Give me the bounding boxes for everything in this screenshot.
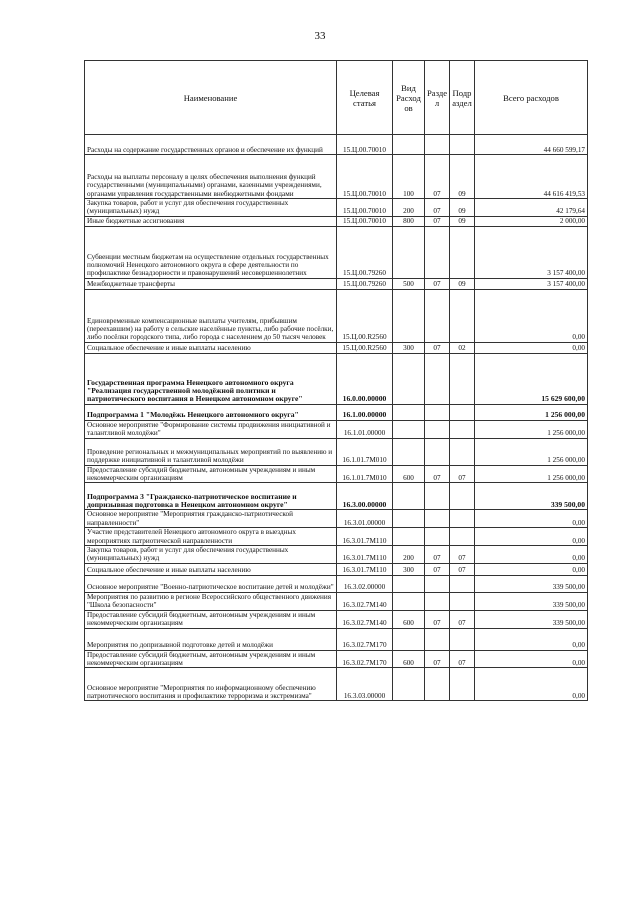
row-name: Закупка товаров, работ и услуг для обеспечения государственных (муниципальных) нужд — [85, 546, 337, 564]
row-total: 0,00 — [475, 650, 588, 668]
row-name: Расходы на содержание государственных органов и обеспечение их функций — [85, 135, 337, 155]
row-expense-type — [393, 483, 425, 510]
table-row — [85, 216, 588, 226]
row-section — [425, 353, 450, 404]
row-target-article: 15.Ц.00.70010 — [337, 199, 393, 217]
row-section — [425, 575, 450, 592]
row-subsection — [450, 483, 475, 510]
table-row — [85, 199, 588, 217]
row-subsection: 09 — [450, 155, 475, 199]
table-row — [85, 438, 588, 465]
row-section — [425, 592, 450, 610]
row-total: 1 256 000,00 — [475, 465, 588, 483]
row-target-article: 15.Ц.00.79260 — [337, 226, 393, 278]
table-row — [85, 226, 588, 278]
table-row — [85, 610, 588, 628]
row-target-article: 16.3.02.7М140 — [337, 610, 393, 628]
row-subsection: 07 — [450, 546, 475, 564]
row-target-article: 16.3.01.7М110 — [337, 563, 393, 575]
row-total: 0,00 — [475, 546, 588, 564]
row-expense-type: 300 — [393, 342, 425, 353]
page-number: 33 — [314, 30, 326, 42]
table-row — [85, 342, 588, 353]
row-target-article: 16.0.00.00000 — [337, 353, 393, 404]
row-target-article: 16.3.02.7М170 — [337, 628, 393, 650]
table-row — [85, 420, 588, 438]
row-expense-type: 600 — [393, 465, 425, 483]
row-total: 0,00 — [475, 668, 588, 701]
row-target-article: 15.Ц.00.70010 — [337, 155, 393, 199]
row-target-article: 16.3.01.00000 — [337, 510, 393, 528]
row-total: 0,00 — [475, 342, 588, 353]
row-section — [425, 404, 450, 420]
row-total: 0,00 — [475, 289, 588, 342]
row-target-article: 16.3.00.00000 — [337, 483, 393, 510]
row-expense-type: 600 — [393, 610, 425, 628]
row-section: 07 — [425, 546, 450, 564]
row-expense-type — [393, 628, 425, 650]
row-total: 2 000,00 — [475, 216, 588, 226]
row-name: Социальное обеспечение и иные выплаты населению — [85, 342, 337, 353]
row-total: 44 616 419,53 — [475, 155, 588, 199]
row-name: Основное мероприятие "Формирование системы продвижения инициативной и талантливой молодёжи" — [85, 420, 337, 438]
row-total: 0,00 — [475, 563, 588, 575]
row-total: 0,00 — [475, 528, 588, 546]
row-total: 339 500,00 — [475, 483, 588, 510]
row-expense-type: 200 — [393, 199, 425, 217]
row-section — [425, 135, 450, 155]
row-expense-type — [393, 528, 425, 546]
row-target-article: 15.Ц.00.70010 — [337, 216, 393, 226]
table-row — [85, 528, 588, 546]
row-subsection — [450, 668, 475, 701]
row-section — [425, 420, 450, 438]
row-target-article: 16.3.01.7М110 — [337, 546, 393, 564]
table-row — [85, 510, 588, 528]
row-section — [425, 226, 450, 278]
row-target-article: 16.1.00.00000 — [337, 404, 393, 420]
row-name: Предоставление субсидий бюджетным, автономным учреждениям и иным некоммерческим организациям — [85, 610, 337, 628]
row-expense-type — [393, 510, 425, 528]
row-name: Основное мероприятие "Мероприятия по информационному обеспечению патриотического воспитания и профилактике терроризма и экстремизма" — [85, 668, 337, 701]
row-expense-type: 200 — [393, 546, 425, 564]
row-target-article: 16.3.02.7М140 — [337, 592, 393, 610]
row-subsection: 07 — [450, 610, 475, 628]
row-total: 339 500,00 — [475, 592, 588, 610]
row-target-article: 16.3.02.00000 — [337, 575, 393, 592]
row-section — [425, 289, 450, 342]
row-total: 339 500,00 — [475, 575, 588, 592]
row-expense-type — [393, 226, 425, 278]
row-subsection — [450, 510, 475, 528]
row-name: Участие представителей Ненецкого автономного округа в выездных мероприятиях патриотической направленности — [85, 528, 337, 546]
table-row — [85, 668, 588, 701]
table-row — [85, 483, 588, 510]
row-total: 44 660 599,17 — [475, 135, 588, 155]
row-section: 07 — [425, 610, 450, 628]
row-subsection — [450, 135, 475, 155]
row-expense-type — [393, 668, 425, 701]
row-name: Подпрограмма 1 "Молодёжь Ненецкого автономного округа" — [85, 404, 337, 420]
table-row — [85, 592, 588, 610]
row-name: Социальное обеспечение и иные выплаты населению — [85, 563, 337, 575]
row-section: 07 — [425, 216, 450, 226]
row-target-article: 16.1.01.7М010 — [337, 438, 393, 465]
table-row — [85, 289, 588, 342]
row-subsection: 09 — [450, 278, 475, 289]
row-subsection: 09 — [450, 216, 475, 226]
row-expense-type: 800 — [393, 216, 425, 226]
table-row — [85, 278, 588, 289]
row-target-article: 16.3.01.7М110 — [337, 528, 393, 546]
row-total: 0,00 — [475, 510, 588, 528]
row-name: Закупка товаров, работ и услуг для обеспечения государственных (муниципальных) нужд — [85, 199, 337, 217]
row-total: 42 179,64 — [475, 199, 588, 217]
row-expense-type: 600 — [393, 650, 425, 668]
row-target-article: 16.3.03.00000 — [337, 668, 393, 701]
row-section: 07 — [425, 278, 450, 289]
row-section — [425, 510, 450, 528]
row-subsection: 02 — [450, 342, 475, 353]
row-section: 07 — [425, 342, 450, 353]
row-section: 07 — [425, 199, 450, 217]
row-name: Государственная программа Ненецкого автономного округа "Реализация государственной молодёжной политики и патриотического воспитания в Ненецком автономном округе" — [85, 353, 337, 404]
row-total: 3 157 400,00 — [475, 278, 588, 289]
row-section: 07 — [425, 563, 450, 575]
header-total: Всего расходов — [475, 61, 588, 135]
table-header-row — [85, 61, 588, 135]
row-name: Единовременные компенсационные выплаты учителям, прибывшим (переехавшим) на работу в сельские населённые пункты, либо рабочие посёлки, либо посёлки городского типа, либо города с населением до 50 тысяч человек — [85, 289, 337, 342]
row-section — [425, 628, 450, 650]
row-subsection — [450, 289, 475, 342]
row-subsection — [450, 628, 475, 650]
table-row — [85, 546, 588, 564]
row-subsection: 07 — [450, 465, 475, 483]
header-name: Наименование — [85, 61, 337, 135]
row-name: Мероприятия по допризывной подготовке детей и молодёжи — [85, 628, 337, 650]
row-name: Субвенции местным бюджетам на осуществление отдельных государственных полномочий Ненецкого автономного округа в сфере деятельности по профилактике безнадзорности и правонарушений несовершеннолетних — [85, 226, 337, 278]
row-name: Предоставление субсидий бюджетным, автономным учреждениям и иным некоммерческим организациям — [85, 650, 337, 668]
row-section: 07 — [425, 155, 450, 199]
row-total: 1 256 000,00 — [475, 438, 588, 465]
row-expense-type — [393, 289, 425, 342]
row-target-article: 15.Ц.00.R2560 — [337, 342, 393, 353]
row-subsection — [450, 528, 475, 546]
row-name: Межбюджетные трансферты — [85, 278, 337, 289]
row-target-article: 15.Ц.00.79260 — [337, 278, 393, 289]
row-section — [425, 668, 450, 701]
row-name: Основное мероприятие "Мероприятия гражданско-патриотической направленности" — [85, 510, 337, 528]
row-target-article: 16.3.02.7М170 — [337, 650, 393, 668]
row-subsection — [450, 420, 475, 438]
row-subsection: 07 — [450, 650, 475, 668]
row-expense-type: 500 — [393, 278, 425, 289]
row-total: 1 256 000,00 — [475, 420, 588, 438]
row-name: Основное мероприятие "Военно-патриотическое воспитание детей и молодёжи" — [85, 575, 337, 592]
table-row — [85, 135, 588, 155]
row-total: 15 629 600,00 — [475, 353, 588, 404]
row-total: 0,00 — [475, 628, 588, 650]
header-section: Разде л — [425, 61, 450, 135]
table-row — [85, 575, 588, 592]
table-row — [85, 628, 588, 650]
row-target-article: 16.1.01.7М010 — [337, 465, 393, 483]
row-expense-type — [393, 438, 425, 465]
row-expense-type — [393, 575, 425, 592]
row-expense-type — [393, 404, 425, 420]
row-expense-type: 100 — [393, 155, 425, 199]
row-section — [425, 438, 450, 465]
row-expense-type: 300 — [393, 563, 425, 575]
table-row — [85, 353, 588, 404]
row-name: Подпрограмма 3 "Гражданско-патриотическое воспитание и допризывная подготовка в Ненецком автономном округе" — [85, 483, 337, 510]
row-subsection — [450, 438, 475, 465]
row-total: 3 157 400,00 — [475, 226, 588, 278]
row-total: 339 500,00 — [475, 610, 588, 628]
row-name: Мероприятия по развитию в регионе Всероссийского общественного движения "Школа безопасности" — [85, 592, 337, 610]
row-subsection — [450, 226, 475, 278]
row-expense-type — [393, 353, 425, 404]
row-section: 07 — [425, 650, 450, 668]
row-name: Расходы на выплаты персоналу в целях обеспечения выполнения функций государственными (муниципальными) органами, казенными учреждениями, органами управления государственными внебюджетными фондами — [85, 155, 337, 199]
header-target-article: Целевая статья — [337, 61, 393, 135]
header-subsection: Подр аздел — [450, 61, 475, 135]
budget-table — [84, 60, 588, 701]
table-row — [85, 563, 588, 575]
row-name: Проведение региональных и межмуниципальных мероприятий по выявлению и поддержке инициативной и талантливой молодёжи — [85, 438, 337, 465]
row-subsection — [450, 404, 475, 420]
table-row — [85, 155, 588, 199]
row-name: Иные бюджетные ассигнования — [85, 216, 337, 226]
table-row — [85, 465, 588, 483]
row-subsection: 09 — [450, 199, 475, 217]
table-row — [85, 650, 588, 668]
row-section: 07 — [425, 465, 450, 483]
row-target-article: 15.Ц.00.R2560 — [337, 289, 393, 342]
row-subsection — [450, 575, 475, 592]
row-total: 1 256 000,00 — [475, 404, 588, 420]
header-expense-type: Вид Расход ов — [393, 61, 425, 135]
row-expense-type — [393, 592, 425, 610]
row-subsection: 07 — [450, 563, 475, 575]
row-subsection — [450, 592, 475, 610]
row-subsection — [450, 353, 475, 404]
table-row — [85, 404, 588, 420]
row-section — [425, 483, 450, 510]
row-section — [425, 528, 450, 546]
row-expense-type — [393, 420, 425, 438]
row-name: Предоставление субсидий бюджетным, автономным учреждениям и иным некоммерческим организациям — [85, 465, 337, 483]
row-target-article: 15.Ц.00.70010 — [337, 135, 393, 155]
row-expense-type — [393, 135, 425, 155]
row-target-article: 16.1.01.00000 — [337, 420, 393, 438]
